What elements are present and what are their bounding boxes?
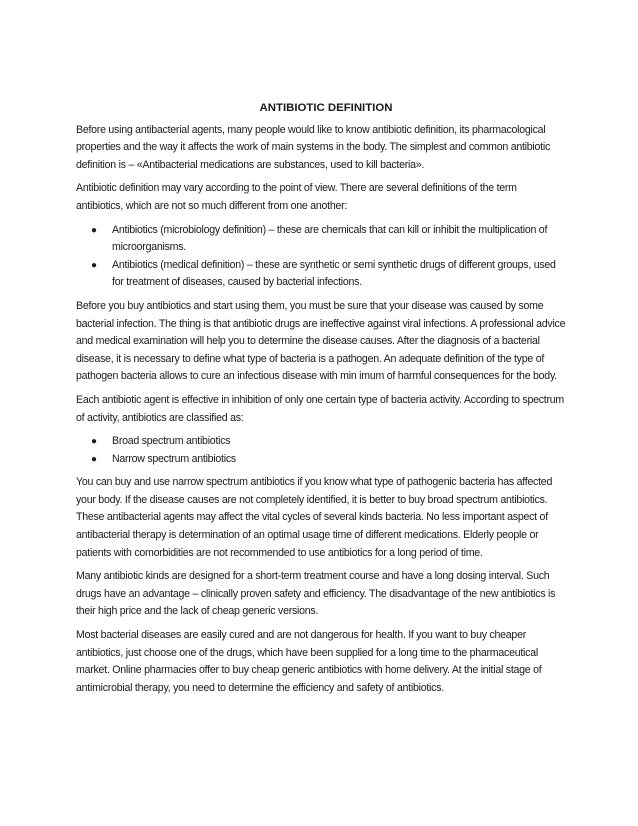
list-item-text: Antibiotics (microbiology definition) – these are chemicals that can kill or inhibit the multiplication of microorganisms. [112,223,548,254]
paragraph-short-term: Many antibiotic kinds are designed for a short-term treatment course and have a long dosing interval. Such drugs have an advantage – clinically proven safety and efficiency. The disadvantage of the new antibiotics is their high price and the lack of cheap generic versions. [76,570,556,618]
bullet-icon: ● [91,436,97,448]
paragraph-intro: Before using antibacterial agents, many people would like to know antibiotic definition, its pharmacological properties and the way it affects the work of main systems in the body. The simplest and common antibiotic definition is – «Antibacterial medications are substances, used to kill bacteria». [76,123,551,171]
paragraph-definitions: Antibiotic definition may vary according to the point of view. There are several definitions of the term antibiotics, which are not so much different from one another: [76,182,517,212]
spectrum-list [76,433,566,468]
list-item-text: Narrow spectrum antibiotics [112,452,236,465]
list-item-text: Antibiotics (medical definition) – these are synthetic or semi synthetic drugs of different groups, used for treatment of diseases, caused by bacterial infections. [112,258,556,289]
definitions-list [76,222,566,292]
list-item [76,433,566,451]
list-item [76,257,566,292]
paragraph-cheap-antibiotics: Most bacterial diseases are easily cured and are not dangerous for health. If you want to buy cheaper antibiotics, just choose one of the drugs, which have been supplied for a long time to the pharmaceutical market. Online pharmacies offer to buy cheap generic antibiotics with home delivery. At the initial stage of antimicrobial therapy, you need to determine the efficiency and safety of antibiotics. [76,629,542,694]
list-item [76,222,566,257]
paragraph-narrow-spectrum: You can buy and use narrow spectrum antibiotics if you know what type of pathogenic bacteria has affected your body. If the disease causes are not completely identified, it is better to buy broad spectrum antibiotics. These antibacterial agents may affect the vital cycles of several kinds bacteria. No less important aspect of antibacterial therapy is determination of an optimal usage time of different medications. Elderly people or patients with comorbidities are not recommended to use antibiotics for a long period of time. [76,476,553,559]
document-page [76,100,566,703]
paragraph-spectrum: Each antibiotic agent is effective in inhibition of only one certain type of bacteria activity. According to spectrum of activity, antibiotics are classified as: [76,393,564,424]
list-item [76,451,566,469]
bullet-icon: ● [91,453,97,465]
paragraph-diagnosis: Before you buy antibiotics and start using them, you must be sure that your disease was caused by some bacterial infection. The thing is that antibiotic drugs are ineffective against viral infections. A professional advice and medical examination will help you to determine the disease causes. After the diagnosis of a bacterial disease, it is necessary to define what type of bacteria is a pathogen. An adequate definition of the type of pathogen bacteria allows to cure an infectious disease with min imum of harmful consequences for the body. [76,299,566,383]
bullet-icon: ● [91,259,97,271]
list-item-text: Broad spectrum antibiotics [112,435,231,448]
bullet-icon: ● [91,224,97,236]
document-title: ANTIBIOTIC DEFINITION [259,102,393,114]
